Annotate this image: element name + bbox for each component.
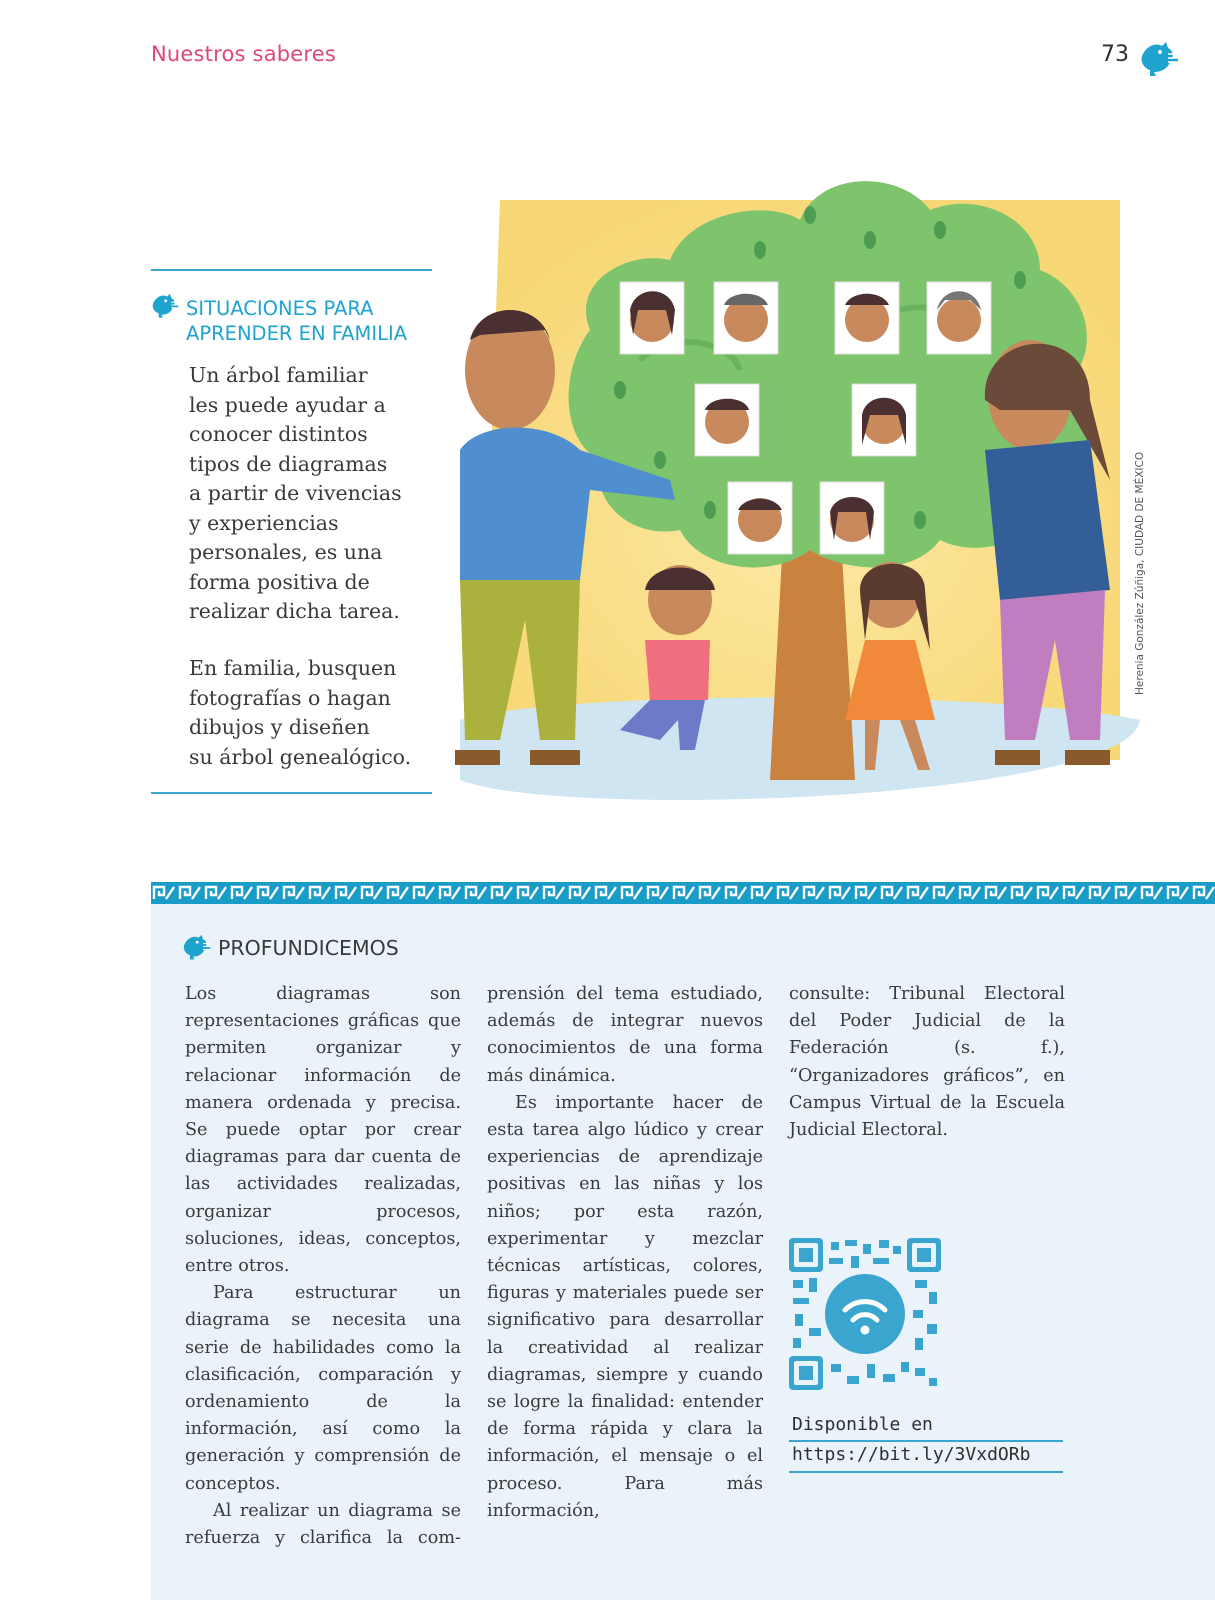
family-box-paragraph2 <box>189 654 429 772</box>
available-rule <box>789 1440 1063 1442</box>
box-top-rule <box>151 269 432 271</box>
text-line: personales, es una <box>189 540 383 564</box>
family-box-title-line1: SITUACIONES PARA <box>186 297 374 320</box>
hand-bird-icon <box>150 291 180 319</box>
greca-border <box>151 882 1215 904</box>
text-line: realizar dicha tarea. <box>189 599 400 623</box>
text-line: y experiencias <box>189 510 339 535</box>
profundicemos-title: PROFUNDICEMOS <box>218 936 399 960</box>
text-line: su árbol genealógico. <box>189 744 412 769</box>
text-column-2 <box>487 981 763 1525</box>
text-column-1 <box>185 981 461 1552</box>
hand-bird-icon <box>1138 38 1180 78</box>
box-bottom-rule <box>151 792 432 794</box>
text-line: a partir de vivencias <box>189 481 402 505</box>
family-box-paragraph1 <box>189 361 429 627</box>
family-tree-illustration <box>440 160 1160 820</box>
paragraph: Al realizar un diagrama se refuerza y clarifica la com- <box>185 1500 461 1549</box>
page-number: 73 <box>1101 42 1129 67</box>
family-box-title-line2: APRENDER EN FAMILIA <box>186 322 408 345</box>
available-label: Disponible en <box>792 1414 933 1435</box>
illustration-credit: Herenia González Zúñiga, CIUDAD DE MÉXICO <box>1134 451 1146 695</box>
paragraph: Para estructurar un diagrama se necesita una serie de habilidades como la clasificación, comparación y ordenamiento de la información, así como la generación y comprensión de conceptos. <box>185 1283 461 1494</box>
available-link[interactable]: https://bit.ly/3VxdORb <box>792 1444 1031 1465</box>
text-line: forma positiva de <box>189 569 370 594</box>
paragraph: prensión del tema estudiado, además de integrar nuevos conocimientos de una forma más dinámica. <box>487 984 763 1086</box>
text-column-3 <box>789 981 1065 1144</box>
text-line: conocer distintos <box>189 422 368 446</box>
paragraph: consulte: Tribunal Electoral del Poder Judicial de la Federación (s. f.), “Organizadores gráficos”, en Campus Virtual de la Escuela Judicial Electoral. <box>789 984 1065 1141</box>
text-line: tipos de diagramas <box>189 451 388 476</box>
text-line: les puede ayudar a <box>189 392 386 417</box>
text-line: En familia, busquen <box>189 656 397 680</box>
family-box-title <box>186 296 436 346</box>
paragraph: Es importante hacer de esta tarea algo lúdico y crear experiencias de aprendizaje positivas en las niñas y los niños; por esta razón, experimentar y mezclar técnicas artísticas, colores, figuras y materiales puede ser significativo para desarrollar la creatividad al realizar diagramas, siempre y cuando se logre la finalidad: entender de forma rápida y clara la información, el mensaje o el proceso. Para más información, <box>487 1092 763 1521</box>
text-line: dibujos y diseñen <box>189 715 370 739</box>
section-name: Nuestros saberes <box>151 42 337 66</box>
available-rule <box>789 1471 1063 1473</box>
text-line: fotografías o hagan <box>189 685 391 710</box>
qr-code-icon[interactable] <box>789 1238 941 1390</box>
hand-bird-icon <box>181 932 212 961</box>
text-line: Un árbol familiar <box>189 363 368 387</box>
paragraph: Los diagramas son representaciones gráficas que permiten organizar y relacionar información de manera ordenada y precisa. Se puede optar por crear diagramas para dar cuenta de las actividades realizadas, organizar procesos, soluciones, ideas, conceptos, entre otros. <box>185 984 461 1277</box>
